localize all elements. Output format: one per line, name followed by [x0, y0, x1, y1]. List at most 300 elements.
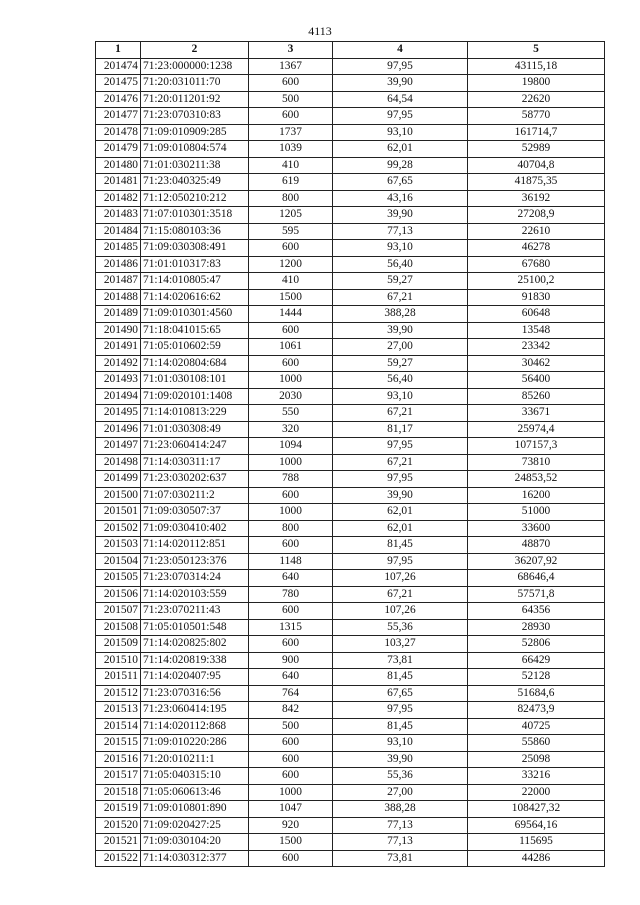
area-cell: 600	[249, 487, 333, 504]
cadastral-number-cell: 71:14:020819:338	[141, 652, 249, 669]
cadastral-number-cell: 71:09:020101:1408	[141, 388, 249, 405]
rate-cell: 97,95	[333, 471, 468, 488]
amount-cell: 46278	[468, 240, 605, 257]
table-row	[96, 157, 605, 174]
table-row	[96, 520, 605, 537]
row-id-cell: 201518	[96, 784, 141, 801]
cadastral-number-cell: 71:23:000000:1238	[141, 58, 249, 75]
table-row	[96, 421, 605, 438]
table-row	[96, 91, 605, 108]
cadastral-number-cell: 71:09:030104:20	[141, 834, 249, 851]
table-row	[96, 240, 605, 257]
area-cell: 2030	[249, 388, 333, 405]
amount-cell: 28930	[468, 619, 605, 636]
area-cell: 1000	[249, 372, 333, 389]
cadastral-number-cell: 71:09:010801:890	[141, 801, 249, 818]
rate-cell: 73,81	[333, 652, 468, 669]
rate-cell: 93,10	[333, 240, 468, 257]
area-cell: 600	[249, 768, 333, 785]
rate-cell: 97,95	[333, 108, 468, 125]
table-row	[96, 768, 605, 785]
row-id-cell: 201521	[96, 834, 141, 851]
table-row	[96, 405, 605, 422]
amount-cell: 22000	[468, 784, 605, 801]
rate-cell: 99,28	[333, 157, 468, 174]
amount-cell: 19800	[468, 75, 605, 92]
row-id-cell: 201480	[96, 157, 141, 174]
rate-cell: 39,90	[333, 487, 468, 504]
rate-cell: 97,95	[333, 438, 468, 455]
amount-cell: 16200	[468, 487, 605, 504]
cadastral-number-cell: 71:23:070211:43	[141, 603, 249, 620]
area-cell: 800	[249, 190, 333, 207]
cadastral-number-cell: 71:14:020825:802	[141, 636, 249, 653]
table-row	[96, 817, 605, 834]
area-cell: 600	[249, 735, 333, 752]
table-row	[96, 438, 605, 455]
row-id-cell: 201482	[96, 190, 141, 207]
header-row	[96, 42, 605, 59]
table-row	[96, 751, 605, 768]
row-id-cell: 201498	[96, 454, 141, 471]
area-cell: 1367	[249, 58, 333, 75]
table-row	[96, 289, 605, 306]
rate-cell: 39,90	[333, 751, 468, 768]
rate-cell: 107,26	[333, 570, 468, 587]
table-row	[96, 207, 605, 224]
row-id-cell: 201509	[96, 636, 141, 653]
rate-cell: 97,95	[333, 58, 468, 75]
area-cell: 600	[249, 850, 333, 867]
table-row	[96, 553, 605, 570]
rate-cell: 81,17	[333, 421, 468, 438]
area-cell: 500	[249, 718, 333, 735]
cadastral-number-cell: 71:07:010301:3518	[141, 207, 249, 224]
cadastral-number-cell: 71:09:030507:37	[141, 504, 249, 521]
rate-cell: 67,65	[333, 174, 468, 191]
rate-cell: 67,21	[333, 289, 468, 306]
row-id-cell: 201476	[96, 91, 141, 108]
table-row	[96, 273, 605, 290]
cadastral-number-cell: 71:01:030108:101	[141, 372, 249, 389]
table-body	[96, 58, 605, 867]
row-id-cell: 201504	[96, 553, 141, 570]
row-id-cell: 201491	[96, 339, 141, 356]
rate-cell: 27,00	[333, 784, 468, 801]
cadastral-number-cell: 71:20:031011:70	[141, 75, 249, 92]
cadastral-number-cell: 71:05:010501:548	[141, 619, 249, 636]
rate-cell: 77,13	[333, 223, 468, 240]
row-id-cell: 201484	[96, 223, 141, 240]
area-cell: 1205	[249, 207, 333, 224]
cadastral-number-cell: 71:23:070314:24	[141, 570, 249, 587]
rate-cell: 55,36	[333, 619, 468, 636]
row-id-cell: 201494	[96, 388, 141, 405]
table-header	[96, 42, 605, 59]
column-header-1: 1	[96, 42, 141, 59]
row-id-cell: 201483	[96, 207, 141, 224]
row-id-cell: 201520	[96, 817, 141, 834]
row-id-cell: 201522	[96, 850, 141, 867]
row-id-cell: 201507	[96, 603, 141, 620]
cadastral-number-cell: 71:05:010602:59	[141, 339, 249, 356]
amount-cell: 25098	[468, 751, 605, 768]
rate-cell: 59,27	[333, 273, 468, 290]
row-id-cell: 201516	[96, 751, 141, 768]
rate-cell: 55,36	[333, 768, 468, 785]
cadastral-number-cell: 71:14:020804:684	[141, 355, 249, 372]
data-table	[95, 41, 605, 867]
rate-cell: 27,00	[333, 339, 468, 356]
rate-cell: 103,27	[333, 636, 468, 653]
amount-cell: 27208,9	[468, 207, 605, 224]
rate-cell: 107,26	[333, 603, 468, 620]
cadastral-number-cell: 71:09:010220:286	[141, 735, 249, 752]
cadastral-number-cell: 71:09:010301:4560	[141, 306, 249, 323]
row-id-cell: 201503	[96, 537, 141, 554]
row-id-cell: 201514	[96, 718, 141, 735]
table-row	[96, 339, 605, 356]
table-row	[96, 223, 605, 240]
row-id-cell: 201495	[96, 405, 141, 422]
row-id-cell: 201506	[96, 586, 141, 603]
amount-cell: 64356	[468, 603, 605, 620]
table-row	[96, 636, 605, 653]
amount-cell: 66429	[468, 652, 605, 669]
row-id-cell: 201508	[96, 619, 141, 636]
rate-cell: 43,16	[333, 190, 468, 207]
amount-cell: 58770	[468, 108, 605, 125]
row-id-cell: 201505	[96, 570, 141, 587]
amount-cell: 68646,4	[468, 570, 605, 587]
rate-cell: 62,01	[333, 504, 468, 521]
row-id-cell: 201500	[96, 487, 141, 504]
rate-cell: 93,10	[333, 124, 468, 141]
table-row	[96, 619, 605, 636]
rate-cell: 62,01	[333, 520, 468, 537]
amount-cell: 36192	[468, 190, 605, 207]
cadastral-number-cell: 71:14:020112:868	[141, 718, 249, 735]
cadastral-number-cell: 71:14:010813:229	[141, 405, 249, 422]
area-cell: 788	[249, 471, 333, 488]
cadastral-number-cell: 71:01:010317:83	[141, 256, 249, 273]
amount-cell: 57571,8	[468, 586, 605, 603]
cadastral-number-cell: 71:09:010909:285	[141, 124, 249, 141]
amount-cell: 67680	[468, 256, 605, 273]
row-id-cell: 201493	[96, 372, 141, 389]
amount-cell: 56400	[468, 372, 605, 389]
area-cell: 600	[249, 322, 333, 339]
area-cell: 1039	[249, 141, 333, 158]
rate-cell: 97,95	[333, 702, 468, 719]
rate-cell: 39,90	[333, 322, 468, 339]
cadastral-number-cell: 71:23:060414:195	[141, 702, 249, 719]
amount-cell: 108427,32	[468, 801, 605, 818]
amount-cell: 60648	[468, 306, 605, 323]
amount-cell: 52806	[468, 636, 605, 653]
table-row	[96, 850, 605, 867]
area-cell: 640	[249, 570, 333, 587]
area-cell: 600	[249, 355, 333, 372]
cadastral-number-cell: 71:23:070316:56	[141, 685, 249, 702]
cadastral-number-cell: 71:20:011201:92	[141, 91, 249, 108]
rate-cell: 67,65	[333, 685, 468, 702]
amount-cell: 33671	[468, 405, 605, 422]
rate-cell: 56,40	[333, 256, 468, 273]
area-cell: 600	[249, 240, 333, 257]
area-cell: 780	[249, 586, 333, 603]
amount-cell: 30462	[468, 355, 605, 372]
amount-cell: 22610	[468, 223, 605, 240]
cadastral-number-cell: 71:15:080103:36	[141, 223, 249, 240]
area-cell: 410	[249, 273, 333, 290]
table-row	[96, 388, 605, 405]
cadastral-number-cell: 71:09:030410:402	[141, 520, 249, 537]
area-cell: 900	[249, 652, 333, 669]
area-cell: 1000	[249, 784, 333, 801]
area-cell: 842	[249, 702, 333, 719]
area-cell: 1000	[249, 504, 333, 521]
cadastral-number-cell: 71:09:030308:491	[141, 240, 249, 257]
area-cell: 600	[249, 636, 333, 653]
cadastral-number-cell: 71:20:010211:1	[141, 751, 249, 768]
rate-cell: 81,45	[333, 718, 468, 735]
cadastral-number-cell: 71:09:010804:574	[141, 141, 249, 158]
rate-cell: 388,28	[333, 801, 468, 818]
table-row	[96, 603, 605, 620]
amount-cell: 69564,16	[468, 817, 605, 834]
table-row	[96, 487, 605, 504]
cadastral-number-cell: 71:01:030211:38	[141, 157, 249, 174]
table-row	[96, 784, 605, 801]
row-id-cell: 201513	[96, 702, 141, 719]
table-row	[96, 834, 605, 851]
amount-cell: 115695	[468, 834, 605, 851]
cadastral-number-cell: 71:14:020616:62	[141, 289, 249, 306]
amount-cell: 40725	[468, 718, 605, 735]
area-cell: 600	[249, 108, 333, 125]
amount-cell: 161714,7	[468, 124, 605, 141]
area-cell: 920	[249, 817, 333, 834]
area-cell: 500	[249, 91, 333, 108]
amount-cell: 33600	[468, 520, 605, 537]
amount-cell: 41875,35	[468, 174, 605, 191]
amount-cell: 44286	[468, 850, 605, 867]
table-row	[96, 124, 605, 141]
row-id-cell: 201478	[96, 124, 141, 141]
area-cell: 1737	[249, 124, 333, 141]
area-cell: 1047	[249, 801, 333, 818]
row-id-cell: 201501	[96, 504, 141, 521]
rate-cell: 77,13	[333, 834, 468, 851]
table-row	[96, 355, 605, 372]
table-row	[96, 141, 605, 158]
row-id-cell: 201487	[96, 273, 141, 290]
row-id-cell: 201511	[96, 669, 141, 686]
row-id-cell: 201475	[96, 75, 141, 92]
amount-cell: 82473,9	[468, 702, 605, 719]
amount-cell: 25100,2	[468, 273, 605, 290]
cadastral-number-cell: 71:18:041015:65	[141, 322, 249, 339]
row-id-cell: 201481	[96, 174, 141, 191]
row-id-cell: 201499	[96, 471, 141, 488]
row-id-cell: 201488	[96, 289, 141, 306]
cadastral-number-cell: 71:14:020103:559	[141, 586, 249, 603]
table-row	[96, 718, 605, 735]
row-id-cell: 201512	[96, 685, 141, 702]
table-row	[96, 504, 605, 521]
amount-cell: 40704,8	[468, 157, 605, 174]
row-id-cell: 201502	[96, 520, 141, 537]
area-cell: 1500	[249, 834, 333, 851]
area-cell: 1148	[249, 553, 333, 570]
table-row	[96, 537, 605, 554]
amount-cell: 33216	[468, 768, 605, 785]
cadastral-number-cell: 71:05:040315:10	[141, 768, 249, 785]
rate-cell: 93,10	[333, 388, 468, 405]
table-row	[96, 108, 605, 125]
amount-cell: 51000	[468, 504, 605, 521]
amount-cell: 85260	[468, 388, 605, 405]
cadastral-number-cell: 71:23:040325:49	[141, 174, 249, 191]
cadastral-number-cell: 71:12:050210:212	[141, 190, 249, 207]
row-id-cell: 201474	[96, 58, 141, 75]
rate-cell: 388,28	[333, 306, 468, 323]
column-header-5: 5	[468, 42, 605, 59]
area-cell: 1315	[249, 619, 333, 636]
row-id-cell: 201517	[96, 768, 141, 785]
table-row	[96, 735, 605, 752]
table-row	[96, 570, 605, 587]
column-header-4: 4	[333, 42, 468, 59]
row-id-cell: 201497	[96, 438, 141, 455]
cadastral-number-cell: 71:05:060613:46	[141, 784, 249, 801]
rate-cell: 62,01	[333, 141, 468, 158]
amount-cell: 55860	[468, 735, 605, 752]
amount-cell: 107157,3	[468, 438, 605, 455]
area-cell: 600	[249, 751, 333, 768]
row-id-cell: 201477	[96, 108, 141, 125]
rate-cell: 56,40	[333, 372, 468, 389]
rate-cell: 81,45	[333, 537, 468, 554]
amount-cell: 25974,4	[468, 421, 605, 438]
area-cell: 600	[249, 537, 333, 554]
row-id-cell: 201479	[96, 141, 141, 158]
page-number: 4113	[308, 24, 332, 38]
amount-cell: 52128	[468, 669, 605, 686]
table-row	[96, 669, 605, 686]
area-cell: 1444	[249, 306, 333, 323]
rate-cell: 59,27	[333, 355, 468, 372]
area-cell: 1094	[249, 438, 333, 455]
amount-cell: 36207,92	[468, 553, 605, 570]
table-row	[96, 454, 605, 471]
table-row	[96, 685, 605, 702]
area-cell: 619	[249, 174, 333, 191]
area-cell: 600	[249, 603, 333, 620]
area-cell: 600	[249, 75, 333, 92]
row-id-cell: 201515	[96, 735, 141, 752]
amount-cell: 91830	[468, 289, 605, 306]
rate-cell: 67,21	[333, 454, 468, 471]
table-row	[96, 586, 605, 603]
area-cell: 1200	[249, 256, 333, 273]
cadastral-number-cell: 71:23:030202:637	[141, 471, 249, 488]
rate-cell: 93,10	[333, 735, 468, 752]
cadastral-number-cell: 71:14:010805:47	[141, 273, 249, 290]
rate-cell: 67,21	[333, 586, 468, 603]
row-id-cell: 201490	[96, 322, 141, 339]
cadastral-number-cell: 71:14:030311:17	[141, 454, 249, 471]
rate-cell: 77,13	[333, 817, 468, 834]
table-row	[96, 702, 605, 719]
area-cell: 800	[249, 520, 333, 537]
column-header-2: 2	[141, 42, 249, 59]
table-row	[96, 190, 605, 207]
cadastral-number-cell: 71:01:030308:49	[141, 421, 249, 438]
table-row	[96, 471, 605, 488]
rate-cell: 39,90	[333, 207, 468, 224]
table-row	[96, 256, 605, 273]
rate-cell: 73,81	[333, 850, 468, 867]
cadastral-number-cell: 71:14:030312:377	[141, 850, 249, 867]
table-row	[96, 322, 605, 339]
amount-cell: 48870	[468, 537, 605, 554]
area-cell: 320	[249, 421, 333, 438]
amount-cell: 23342	[468, 339, 605, 356]
cadastral-number-cell: 71:23:070310:83	[141, 108, 249, 125]
table-row	[96, 801, 605, 818]
area-cell: 410	[249, 157, 333, 174]
row-id-cell: 201510	[96, 652, 141, 669]
cadastral-number-cell: 71:14:020112:851	[141, 537, 249, 554]
row-id-cell: 201485	[96, 240, 141, 257]
row-id-cell: 201486	[96, 256, 141, 273]
rate-cell: 67,21	[333, 405, 468, 422]
table-row	[96, 652, 605, 669]
amount-cell: 13548	[468, 322, 605, 339]
column-header-3: 3	[249, 42, 333, 59]
rate-cell: 81,45	[333, 669, 468, 686]
area-cell: 595	[249, 223, 333, 240]
area-cell: 1000	[249, 454, 333, 471]
amount-cell: 24853,52	[468, 471, 605, 488]
table-row	[96, 75, 605, 92]
cadastral-number-cell: 71:09:020427:25	[141, 817, 249, 834]
rate-cell: 64,54	[333, 91, 468, 108]
area-cell: 550	[249, 405, 333, 422]
row-id-cell: 201489	[96, 306, 141, 323]
table-row	[96, 306, 605, 323]
row-id-cell: 201492	[96, 355, 141, 372]
amount-cell: 51684,6	[468, 685, 605, 702]
row-id-cell: 201496	[96, 421, 141, 438]
table-row	[96, 174, 605, 191]
area-cell: 1500	[249, 289, 333, 306]
amount-cell: 73810	[468, 454, 605, 471]
area-cell: 640	[249, 669, 333, 686]
rate-cell: 39,90	[333, 75, 468, 92]
amount-cell: 52989	[468, 141, 605, 158]
area-cell: 764	[249, 685, 333, 702]
cadastral-number-cell: 71:23:060414:247	[141, 438, 249, 455]
row-id-cell: 201519	[96, 801, 141, 818]
cadastral-number-cell: 71:23:050123:376	[141, 553, 249, 570]
area-cell: 1061	[249, 339, 333, 356]
amount-cell: 22620	[468, 91, 605, 108]
rate-cell: 97,95	[333, 553, 468, 570]
cadastral-number-cell: 71:07:030211:2	[141, 487, 249, 504]
